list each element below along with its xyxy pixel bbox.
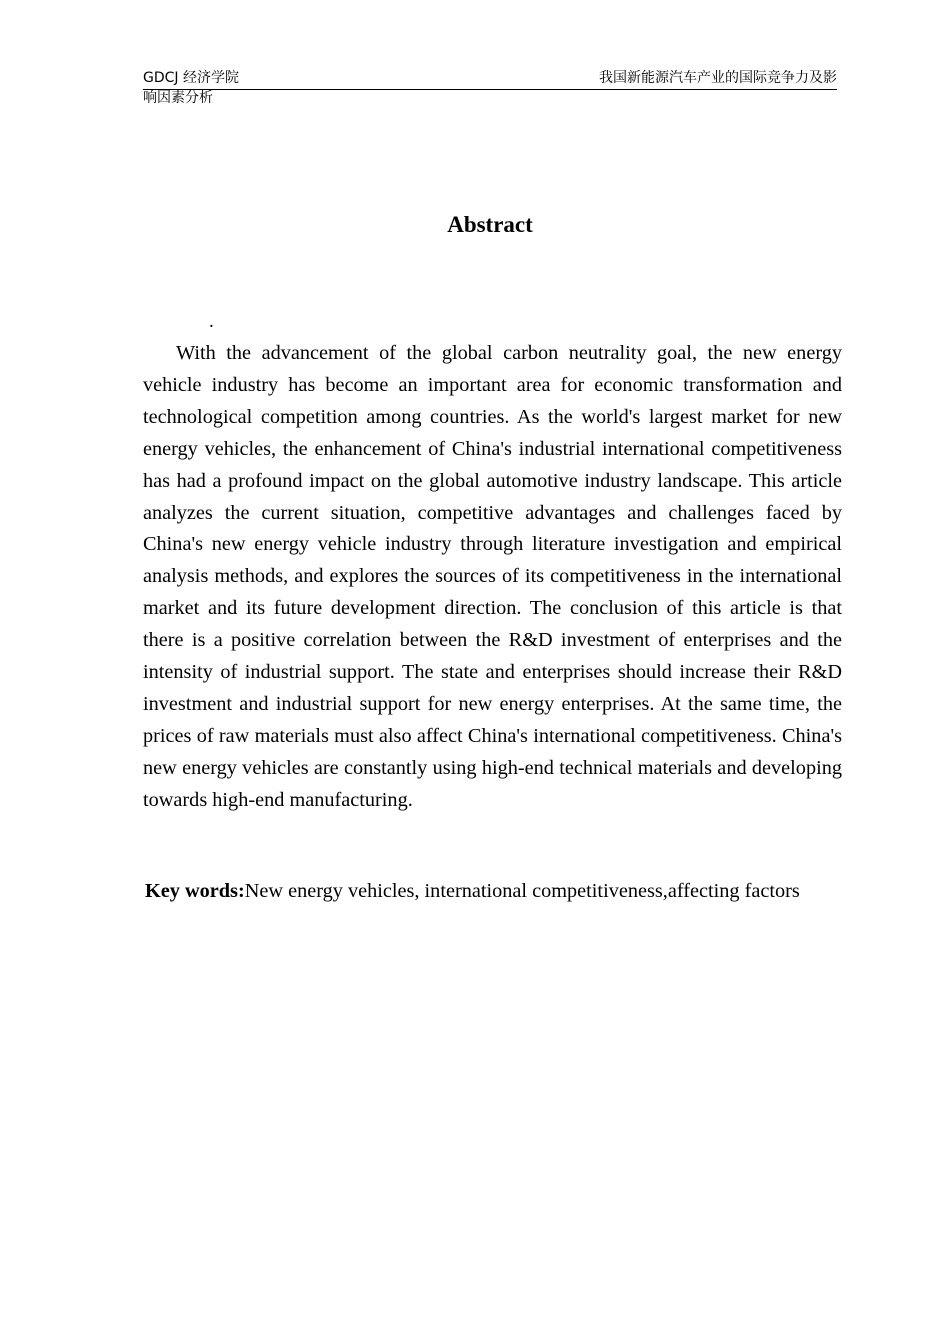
header-thesis-title: 我国新能源汽车产业的国际竞争力及影 bbox=[599, 70, 837, 86]
keywords-text: New energy vehicles, international competitiveness,affecting factors bbox=[244, 880, 800, 902]
abstract-title: Abstract bbox=[447, 212, 533, 237]
page-header bbox=[143, 68, 837, 90]
header-thesis-title-continued: 响因素分析 bbox=[143, 90, 213, 106]
keywords-line bbox=[145, 879, 835, 903]
header-institution: GDCJ 经济学院 bbox=[143, 70, 239, 86]
keywords-label: Key words: bbox=[145, 880, 245, 902]
stray-mark: . bbox=[209, 311, 214, 332]
abstract-body: With the advancement of the global carbon neutrality goal, the new energy vehicle industry has become an important area for economic transformation and technological competition among countries. As the world's largest market for new energy vehicles, the enhancement of China's industrial international competitiveness has had a profound impact on the global automotive industry landscape. This article analyzes the current situation, competitive advantages and challenges faced by China's new energy vehicle industry through literature investigation and empirical analysis methods, and explores the sources of its competitiveness in the international market and its future development direction. The conclusion of this article is that there is a positive correlation between the R&D investment of enterprises and the intensity of industrial support. The state and enterprises should increase their R&D investment and industrial support for new energy enterprises. At the same time, the prices of raw materials must also affect China's international competitiveness. China's new energy vehicles are constantly using high-end technical materials and developing towards high-end manufacturing. bbox=[143, 342, 842, 811]
